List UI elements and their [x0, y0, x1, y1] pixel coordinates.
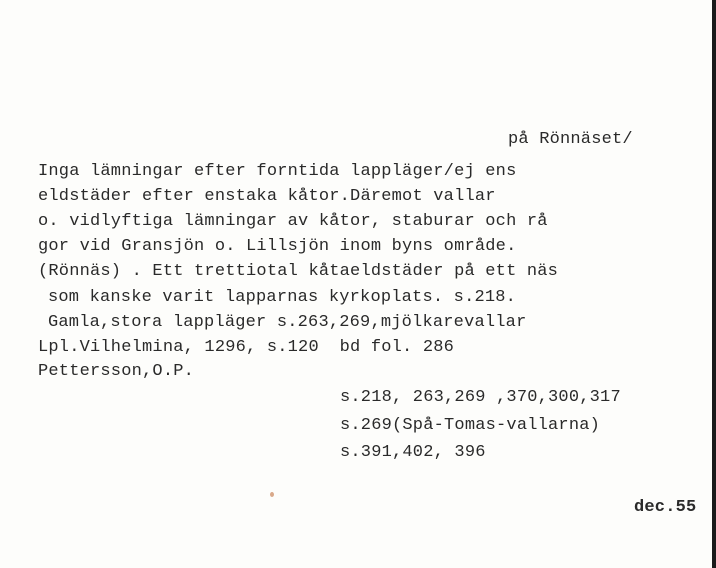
source-line: Lpl.Vilhelmina, 1296, s.120 bd fol. 286 — [38, 338, 455, 357]
body-line: gor vid Gransjön o. Lillsjön inom byns område. — [38, 237, 517, 256]
body-line: eldstäder efter enstaka kåtor.Däremot vallar — [38, 187, 496, 206]
reference-line: s.391,402, 396 — [340, 443, 486, 462]
reference-line: s.218, 263,269 ,370,300,317 — [340, 388, 621, 407]
body-line: o. vidlyftiga lämningar av kåtor, staburar och rå — [38, 212, 548, 231]
card-header: på Rönnäset/ — [508, 130, 633, 149]
card-edge-shadow — [712, 0, 716, 568]
body-line: som kanske varit lapparnas kyrkoplats. s.218. — [48, 288, 517, 307]
body-line: Inga lämningar efter forntida lappläger/ej ens — [38, 162, 517, 181]
author-name: Pettersson,O.P. — [38, 362, 195, 381]
body-line: (Rönnäs) . Ett trettiotal kåtaeldstäder på ett näs — [38, 262, 559, 281]
card-date: dec.55 — [634, 498, 697, 517]
reference-line: s.269(Spå-Tomas-vallarna) — [340, 416, 601, 435]
ink-speck — [270, 492, 274, 497]
body-line: Gamla,stora lappläger s.263,269,mjölkarevallar — [48, 313, 527, 332]
